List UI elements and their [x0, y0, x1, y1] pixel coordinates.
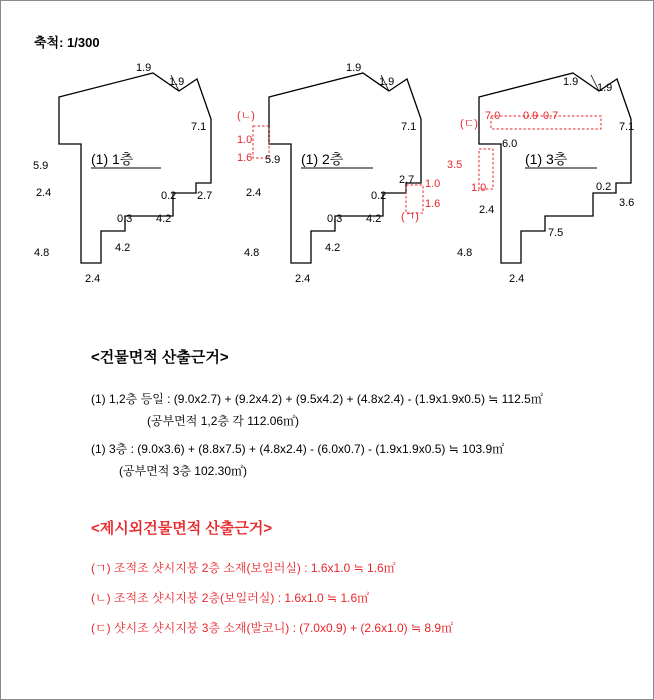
floor-plan-3 [447, 73, 634, 285]
unlisted-area-line-2: (ㄴ) 조적조 샷시지붕 2층(보일러실) : 1.6x1.0 ≒ 1.6㎡ [91, 591, 370, 605]
floor-3-ann-0: (ㄷ) [460, 118, 478, 130]
floor-3-dim-4: 3.6 [619, 197, 635, 209]
floor-2-dim-1: 1.9 [379, 76, 395, 88]
floor-2-dim-8: 4.2 [366, 213, 382, 225]
floor-2-title: (1) 2층 [301, 151, 344, 167]
floor-1-dim-8: 4.2 [156, 213, 172, 225]
floor-2-dim-2: 7.1 [401, 121, 417, 133]
unlisted-area-line-1: (ㄱ) 조적조 샷시지붕 2층 소재(보일러실) : 1.6x1.0 ≒ 1.6㎡ [91, 561, 396, 575]
floor-3-ann-1: 7.0 [485, 110, 501, 122]
floor-2-ann-2: 1.6 [237, 152, 253, 164]
floor-3-dim-1: 7.1 [619, 121, 635, 133]
floor-1-dim-4: 2.4 [36, 187, 52, 199]
floor-2-ann-1: 1.0 [237, 134, 253, 146]
unlisted-area-line-3: (ㄷ) 샷시조 샷시지붕 3층 소재(발코니) : (7.0x0.9) + (2.6x1.0) ≒ 8.9㎡ [91, 621, 454, 635]
floor-1-title: (1) 1층 [91, 151, 134, 167]
floor-1-dim-9: 4.8 [34, 247, 50, 259]
floor-3-ann-5: 1.0 [471, 182, 487, 194]
floor-2-dim-0: 1.9 [346, 62, 362, 74]
section-building-area-heading: <건물면적 산출근거> [91, 349, 229, 366]
floor-1-dim-0: 1.9 [136, 62, 152, 74]
floor-2-dim-6: 2.7 [399, 174, 415, 186]
floor-2-dim-3: 5.9 [265, 154, 281, 166]
floor-3-dim-0b: 1.9 [597, 82, 613, 94]
floor-3-title: (1) 3층 [525, 151, 568, 167]
floor-2-dim-5: 0.2 [371, 190, 387, 202]
floor-3-ann-2: 0.9 [523, 110, 539, 122]
floor-2-ann-4: 1.6 [425, 198, 441, 210]
floor-3-dim-3: 0.2 [596, 181, 612, 193]
floor-3-ann-4: 3.5 [447, 159, 463, 171]
floor-2-dim-9: 4.8 [244, 247, 260, 259]
floor-2-ann-3: 1.0 [425, 178, 441, 190]
floor-3-dim-2: 6.0 [502, 138, 518, 150]
floor-2-ann-0: (ㄴ) [237, 110, 255, 122]
floor-1-dim-11: 2.4 [85, 273, 101, 285]
floor-2-dim-4: 2.4 [246, 187, 262, 199]
floor-1-dim-6: 2.7 [197, 190, 213, 202]
floor-3-dim-0: 1.9 [563, 76, 579, 88]
floor-2-dim-11: 2.4 [295, 273, 311, 285]
building-area-line-2: (공부면적 1,2층 각 112.06㎡) [147, 414, 300, 428]
building-area-line-3: (1) 3층 : (9.0x3.6) + (8.8x7.5) + (4.8x2.4) - (6.0x0.7) - (1.9x1.9x0.5) ≒ 103.9㎡ [91, 442, 505, 456]
floor-2-ann-5: (ㄱ) [401, 211, 419, 223]
floor-2-dim-10: 4.2 [325, 242, 341, 254]
floor-plan-1 [33, 62, 212, 285]
floor-1-dim-1: 1.9 [169, 76, 185, 88]
floor-2-dim-7: 0.3 [327, 213, 343, 225]
scale-label: 축척: 1/300 [34, 35, 100, 50]
floor-1-dim-7: 0.3 [117, 213, 133, 225]
floor-1-dim-10: 4.2 [115, 242, 131, 254]
floor-3-dim-5: 2.4 [479, 204, 495, 216]
building-area-line-1: (1) 1,2층 등일 : (9.0x2.7) + (9.2x4.2) + (9.5x4.2) + (4.8x2.4) - (1.9x1.9x0.5) ≒ 112.5㎡ [91, 392, 543, 406]
floor-3-dim-6: 7.5 [548, 227, 564, 239]
floor-3-dim-8: 2.4 [509, 273, 525, 285]
floor-3-ann-3: 0.7 [543, 110, 559, 122]
floor-1-dim-3: 5.9 [33, 160, 49, 172]
floor-3-dim-7: 4.8 [457, 247, 473, 259]
floor-1-dim-5: 0.2 [161, 190, 177, 202]
section-unlisted-area-heading: <제시외건물면적 산출근거> [91, 520, 273, 537]
floor-1-dim-2: 7.1 [191, 121, 207, 133]
building-area-line-4: (공부면적 3층 102.30㎡) [119, 464, 247, 478]
floor-plan-2 [237, 62, 440, 285]
